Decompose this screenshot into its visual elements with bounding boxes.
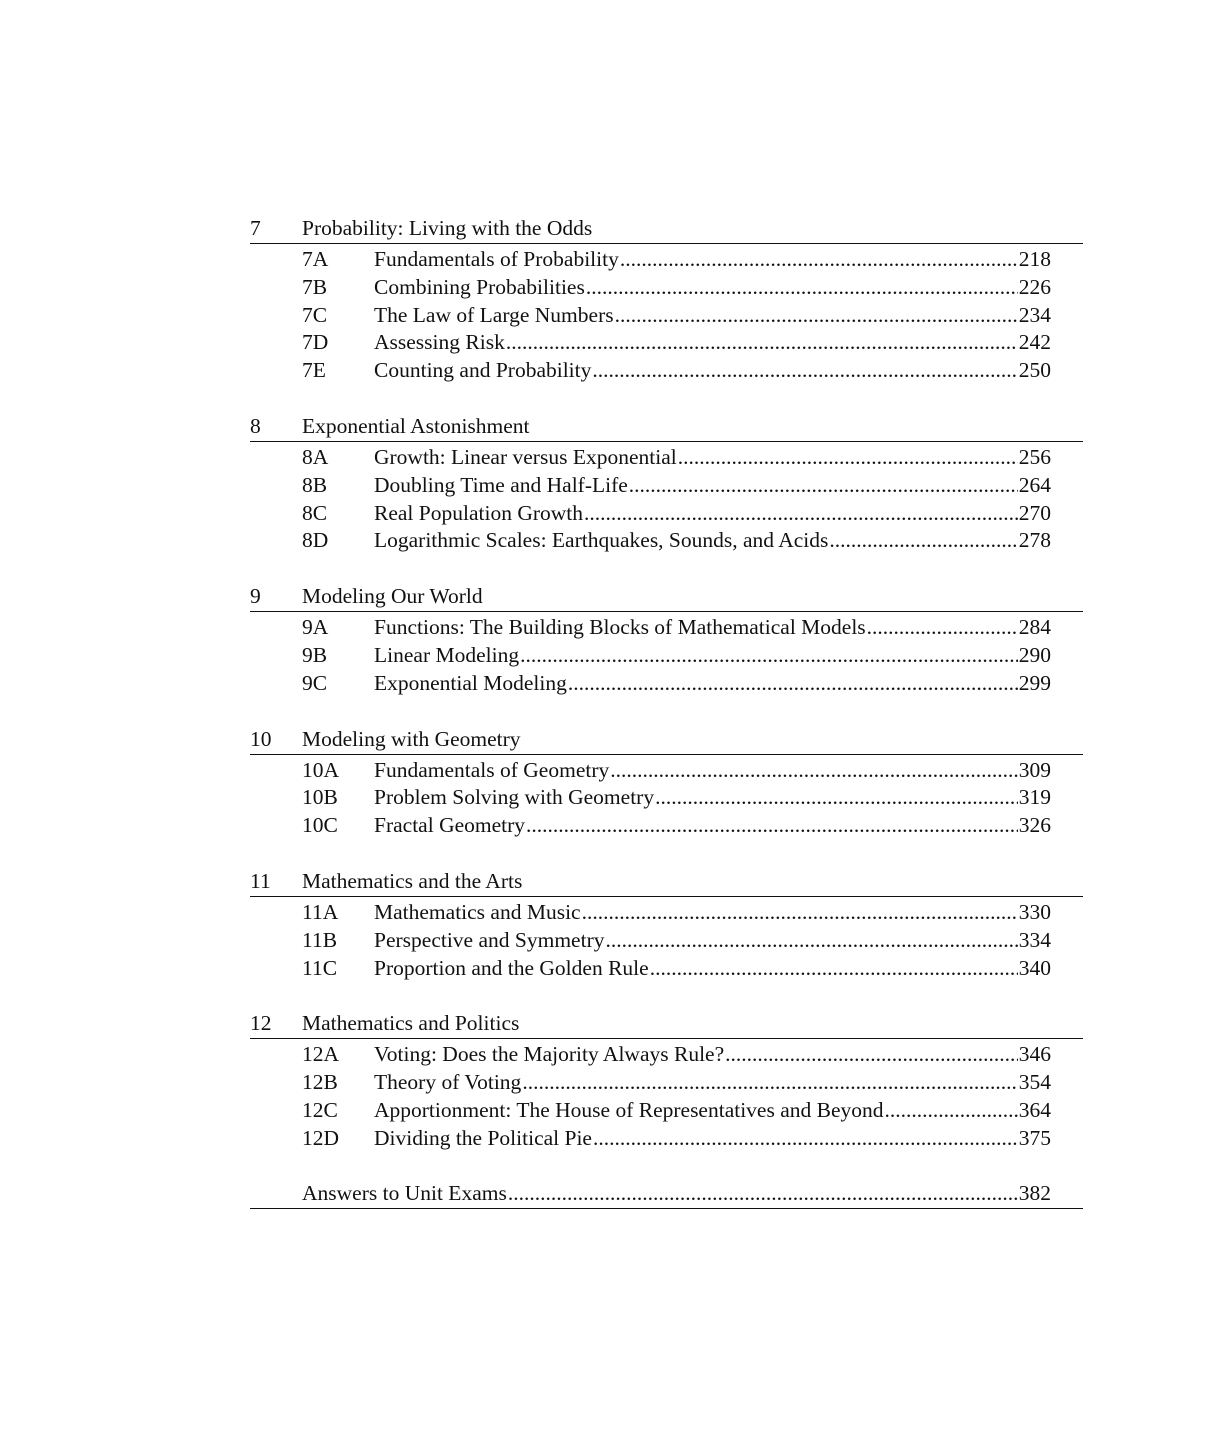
- section-code: 7E: [302, 358, 326, 383]
- chapter-title: Modeling with Geometry: [302, 726, 521, 751]
- section-title: Problem Solving with Geometry: [374, 785, 655, 810]
- dot-leader: [508, 1179, 1018, 1207]
- dot-leader: [593, 1124, 1018, 1152]
- section-code: 8D: [302, 528, 329, 553]
- page-number: 334: [1018, 927, 1051, 952]
- section-code: 11C: [302, 955, 338, 980]
- toc-entry-11a[interactable]: [250, 898, 1083, 926]
- section-list: [250, 612, 1083, 696]
- section-code: 12B: [302, 1070, 338, 1095]
- toc-entry-8d[interactable]: [250, 526, 1083, 554]
- page-number: 346: [1018, 1042, 1051, 1067]
- dot-leader: [592, 356, 1017, 384]
- dot-leader: [829, 526, 1017, 554]
- chapter-number: 9: [250, 584, 261, 609]
- section-list: [250, 244, 1083, 384]
- table-of-contents: [250, 214, 1083, 1209]
- chapter-11: [250, 867, 1083, 981]
- section-title: Functions: The Building Blocks of Mathematical Models: [374, 615, 866, 640]
- page-number: 354: [1018, 1070, 1051, 1095]
- toc-entry-7e[interactable]: [250, 356, 1083, 384]
- dot-leader: [655, 783, 1018, 811]
- toc-entry-11c[interactable]: [250, 954, 1083, 982]
- page-number: 319: [1018, 785, 1051, 810]
- chapter-number: 11: [250, 868, 271, 893]
- page-number: 382: [1018, 1180, 1051, 1205]
- section-title: The Law of Large Numbers: [374, 302, 614, 327]
- chapter-heading: [250, 412, 1083, 442]
- answers-title: Answers to Unit Exams: [302, 1180, 507, 1205]
- section-title: Combining Probabilities: [374, 274, 585, 299]
- chapter-number: 7: [250, 216, 261, 240]
- dot-leader: [725, 1040, 1018, 1068]
- section-title: Proportion and the Golden Rule: [374, 955, 649, 980]
- chapter-heading: [250, 214, 1083, 244]
- section-list: [250, 897, 1083, 981]
- chapter-number: 10: [250, 726, 272, 751]
- page-number: 242: [1018, 330, 1051, 355]
- chapter-heading: [250, 582, 1083, 612]
- section-code: 10C: [302, 813, 338, 838]
- section-title: Dividing the Political Pie: [374, 1125, 592, 1150]
- section-code: 12A: [302, 1042, 340, 1067]
- dot-leader: [526, 811, 1018, 839]
- dot-leader: [605, 926, 1017, 954]
- chapter-9: [250, 582, 1083, 696]
- dot-leader: [586, 273, 1018, 301]
- dot-leader: [520, 641, 1018, 669]
- page-number: 250: [1018, 358, 1051, 383]
- section-list: [250, 1039, 1083, 1151]
- section-list: [250, 442, 1083, 554]
- section-title: Perspective and Symmetry: [374, 927, 605, 952]
- page-number: 330: [1018, 899, 1051, 924]
- toc-entry-12b[interactable]: [250, 1068, 1083, 1096]
- chapter-heading: [250, 867, 1083, 897]
- dot-leader: [678, 443, 1018, 471]
- page-number: 284: [1018, 615, 1051, 640]
- page-number: 309: [1018, 757, 1051, 782]
- section-code: 10A: [302, 757, 340, 782]
- section-code: 11B: [302, 927, 338, 952]
- toc-entry-12d[interactable]: [250, 1124, 1083, 1152]
- dot-leader: [629, 471, 1018, 499]
- dot-leader: [615, 301, 1018, 329]
- chapter-title: Mathematics and Politics: [302, 1011, 520, 1036]
- dot-leader: [610, 756, 1017, 784]
- dot-leader: [522, 1068, 1017, 1096]
- toc-entry-10b[interactable]: [250, 783, 1083, 811]
- chapter-title: Probability: Living with the Odds: [302, 216, 593, 240]
- section-list: [250, 755, 1083, 839]
- section-title: Assessing Risk: [374, 330, 505, 355]
- section-code: 8C: [302, 500, 328, 525]
- section-code: 9B: [302, 642, 328, 667]
- chapter-8: [250, 412, 1083, 554]
- page-number: 234: [1018, 302, 1051, 327]
- toc-entry-8c[interactable]: [250, 499, 1083, 527]
- section-code: 10B: [302, 785, 338, 810]
- section-code: 7B: [302, 274, 328, 299]
- toc-entry-11b[interactable]: [250, 926, 1083, 954]
- dot-leader: [568, 669, 1018, 697]
- chapter-12: [250, 1009, 1083, 1151]
- toc-entry-7c[interactable]: [250, 301, 1083, 329]
- page-number: 264: [1018, 472, 1051, 497]
- dot-leader: [582, 898, 1018, 926]
- section-title: Mathematics and Music: [374, 899, 581, 924]
- toc-entry-7b[interactable]: [250, 273, 1083, 301]
- section-title: Counting and Probability: [374, 358, 592, 383]
- section-code: 7C: [302, 302, 328, 327]
- dot-leader: [506, 328, 1018, 356]
- section-title: Apportionment: The House of Representatives and Beyond: [374, 1097, 884, 1122]
- toc-entry-12a[interactable]: [250, 1040, 1083, 1068]
- section-code: 9A: [302, 615, 329, 640]
- dot-leader: [650, 954, 1018, 982]
- toc-entry-12c[interactable]: [250, 1096, 1083, 1124]
- section-code: 12D: [302, 1125, 340, 1150]
- section-title: Exponential Modeling: [374, 670, 567, 695]
- section-code: 9C: [302, 670, 328, 695]
- page-number: 364: [1018, 1097, 1051, 1122]
- toc-entry-7a[interactable]: [250, 245, 1083, 273]
- dot-leader: [620, 245, 1018, 273]
- section-title: Growth: Linear versus Exponential: [374, 444, 677, 469]
- page-number: 375: [1018, 1125, 1051, 1150]
- page-number: 270: [1018, 500, 1051, 525]
- section-title: Linear Modeling: [374, 642, 520, 667]
- section-code: 8B: [302, 472, 328, 497]
- toc-entry-10a[interactable]: [250, 756, 1083, 784]
- toc-entry-9a[interactable]: [250, 613, 1083, 641]
- page-number: 218: [1018, 247, 1051, 271]
- page-number: 226: [1018, 274, 1051, 299]
- section-code: 7A: [302, 247, 329, 271]
- page-number: 290: [1018, 642, 1051, 667]
- dot-leader: [867, 613, 1018, 641]
- chapter-title: Exponential Astonishment: [302, 413, 530, 438]
- chapter-7: [250, 214, 1083, 384]
- section-title: Fundamentals of Geometry: [374, 757, 610, 782]
- page-number: 340: [1018, 955, 1051, 980]
- toc-entry-8b[interactable]: [250, 471, 1083, 499]
- chapter-heading: [250, 725, 1083, 755]
- toc-entry-7d[interactable]: [250, 328, 1083, 356]
- chapter-number: 12: [250, 1011, 272, 1036]
- toc-entry-9c[interactable]: [250, 669, 1083, 697]
- section-title: Doubling Time and Half-Life: [374, 472, 628, 497]
- section-title: Logarithmic Scales: Earthquakes, Sounds, and Acids: [374, 528, 829, 553]
- section-title: Theory of Voting: [374, 1070, 522, 1095]
- section-title: Fundamentals of Probability: [374, 247, 619, 271]
- page-number: 256: [1018, 444, 1051, 469]
- section-code: 7D: [302, 330, 329, 355]
- toc-entry-answers[interactable]: [250, 1179, 1083, 1209]
- section-title: Fractal Geometry: [374, 813, 526, 838]
- page-number: 278: [1018, 528, 1051, 553]
- chapter-title: Modeling Our World: [302, 584, 483, 609]
- toc-entry-8a[interactable]: [250, 443, 1083, 471]
- section-title: Real Population Growth: [374, 500, 584, 525]
- section-code: 11A: [302, 899, 339, 924]
- page-number: 299: [1018, 670, 1051, 695]
- toc-entry-10c[interactable]: [250, 811, 1083, 839]
- chapter-title: Mathematics and the Arts: [302, 868, 523, 893]
- chapter-heading: [250, 1009, 1083, 1039]
- section-title: Voting: Does the Majority Always Rule?: [374, 1042, 725, 1067]
- page-number: 326: [1018, 813, 1051, 838]
- dot-leader: [584, 499, 1018, 527]
- toc-entry-9b[interactable]: [250, 641, 1083, 669]
- section-code: 12C: [302, 1097, 338, 1122]
- section-code: 8A: [302, 444, 329, 469]
- dot-leader: [885, 1096, 1018, 1124]
- chapter-number: 8: [250, 413, 261, 438]
- chapter-10: [250, 725, 1083, 839]
